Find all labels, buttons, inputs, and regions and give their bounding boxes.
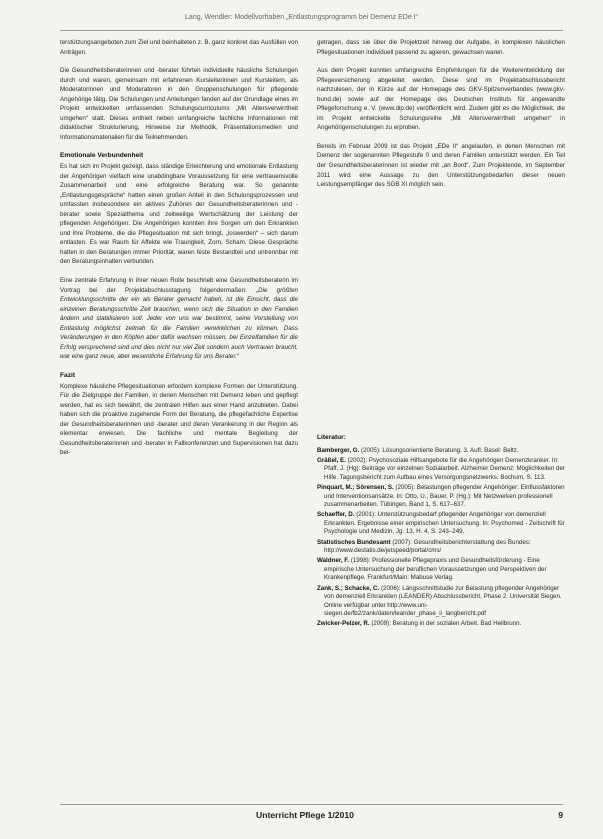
literature-reference: (2005): Lösungsorientierte Beratung. 3. Aufl. Basel: Beltz. xyxy=(359,446,519,454)
literature-author: Zwicker-Pelzer, R. xyxy=(317,620,370,628)
literature-item xyxy=(317,557,565,583)
right-column xyxy=(317,38,565,199)
literature-author: Waldner, F. xyxy=(317,557,350,565)
paragraph: getragen, dass sie über die Projektzeit hinweg der Aufgabe, in komplexen häuslichen Pflegesituationen individuell passend zu agieren, gewachsen waren. xyxy=(317,39,565,56)
literature-list xyxy=(317,447,565,629)
literature-section xyxy=(317,434,565,630)
literature-item xyxy=(317,511,565,537)
paragraph: Es hat sich im Projekt gezeigt, dass ständige Erleichterung und emotionale Entlastung der Angehörigen vielfach eine unabdingbare Voraussetzung für eine vertrauensvolle Zusammenarbeit und eine erfolgreiche Beratung war. So genannte „Entlastungsgespräche“ hatten einen großen Anteil in den Schulungsprozessen und umfassten insbesondere ein aktives Zuhören der Gesundheitsberaterinnen und -berater sowie Spezialthema und zeitweilige Wertschätzung der Leistung der pflegenden Angehörigen. Die Angehörigen konnten ihre Sorgen um den Erkrankten und ihre Probleme, die die Pflegesituation mit sich bringt, „loswerden“ – sich darum entlasten. Es war Raum für Affekte wie Traurigkeit, Zorn, Scham. Diese Gespräche hatten in den Beratungen immer Priorität, waren feste Bestandteil und untrennbar mit den Beratungsinhalten verbunden. xyxy=(60,163,298,266)
literature-author: Statistisches Bundesamt xyxy=(317,538,391,546)
section-heading: Emotionale Verbundenheit xyxy=(60,152,144,160)
quote-text: „Die größten Entwicklungsschritte der ein als Berater gemacht haben, ist die Einsicht, dass die einzelnen Beratungsschritte Zeit brauchen, wenn sich die Situation in den Familien ändern und stabilisieren soll. Jeder von uns war bestimmt, seine Vorstellung von Entlastung möglichst zeitnah für die Familien verwirklichen zu können. Dass Veränderungen in den Köpfen aber dafür wachsen müssen, bei Einzelfamilien für die Erfolg versprechend sind und dies nicht nur viel Zeit sondern auch Vertrauen braucht, war eine ganz neue, aber wesentliche Erfahrung für uns Berater.“ xyxy=(60,286,298,361)
running-header: Lang, Wendler: Modellvorhaben „Entlastungsprogramm bei Demenz EDe I“ xyxy=(185,14,418,21)
literature-item xyxy=(317,620,565,629)
left-column xyxy=(60,38,298,467)
journal-title: Unterricht Pflege 1/2010 xyxy=(256,810,354,820)
literature-author: Pinquart, M.; Sörensen, S. xyxy=(317,483,394,491)
page-number: 9 xyxy=(558,810,563,820)
literature-reference: (2002): Psychosoziale Hilfsangebote für die Angehörigen Demenzkranker. In: Pfaff, J. (Hg): Beiträge vor einzelnen Sozialarbeit. Alzheimer Demenz: Möglichkeiten der Hilfe. Tagungsbericht zum Aufbau eines Versorgungsnetzwerks. Bochum, S. 113. xyxy=(324,456,565,481)
literature-item xyxy=(317,585,565,619)
literature-author: Schaeffer, D. xyxy=(317,511,355,519)
literature-reference: (2001): Unterstützungsbedarf pflegender Angehöriger von demenziell Erkrankten. Ergebnisse einer empirischen Untersuchung. In: Psychomed - Zeitschrift für Psychologie und Medizin, Jg. 13, H. 4, S. 243–249. xyxy=(324,511,565,536)
paragraph: Bereits im Februar 2009 ist das Projekt „EDe II“ angelaufen, in denen Menschen mit Demenz der sogenannten Pflegestufe 0 und deren Familien unterstützt werden. Ein Teil der Gesundheitsberaterinnen ist wieder mit „an Bord“. Zum Projektende, im September 2011 wird eine Aussage zu den Unterstützungsbedarfen dieser neuen Leistungsempfänger des SGB XI möglich sein. xyxy=(317,142,565,189)
header-divider xyxy=(60,30,563,31)
literature-item xyxy=(317,457,565,483)
section-heading: Fazit xyxy=(60,371,76,379)
literature-author: Bamberger, G. xyxy=(317,446,360,454)
quote-paragraph xyxy=(60,276,298,362)
paragraph-text: Eine zentrale Erfahrung in ihrer neuen Rolle beschrieb eine Gesundheitsberaterin im Vortrag bei der Projektabschlusstagung folgendermaßen: xyxy=(60,277,298,294)
literature-author: Gräßel, E. xyxy=(317,456,346,464)
literature-item xyxy=(317,447,565,456)
paragraph: Aus dem Projekt konnten umfangreiche Empfehlungen für die Weiterentwicklung der Pflegeversicherung abgeleitet werden. Diese sind im Projektabschlussbericht nachzulesen, der in Kürze auf der Homepage des GKV-Spitzenverbandes (www.gkv-bund.de) sowie auf der Homepage des Deutschen Instituts für angewandte Pflegeforschung e. V. (www.dip.de) veröffentlicht wird. Zudem gibt es die Möglichkeit, die im Projekt entwickelte Schulungsreihe „Mit Altersverwirrtheit umgehen“ in Angehörigenschulungen zu erproben. xyxy=(317,67,565,132)
paragraph: Komplexe häusliche Pflegesituationen erfordern komplexe Formen der Unterstützung. Für die Zielgruppe der Familien, in denen Menschen mit Demenz leben und gepflegt werden, hat es sich bewährt, die zentralen Hilfen aus einer Hand anzubieten. Dabei haben sich die proaktive zugehende Form der Beratung, die pflegefachliche Expertise der Gesundheitsberaterinnen und -berater und deren Verankerung in der Region als elementar erwiesen. Die fachliche und mentale Begleitung der Gesundheitsberaterinnen und -berater in Fallkonferenzen und Supervisionen hat dazu bei- xyxy=(60,382,298,457)
literature-reference: (1998): Professionelle Pflegepraxis und Gesundheitsförderung - Eine empirische Untersuchung der beruflichen Voraussetzungen und Perspektiven der Krankenpflege. Frankfurt/Main: Mabuse Verlag. xyxy=(324,557,547,582)
literature-reference: (2005): Belastungen pflegender Angehöriger: Einflussfaktoren und Interventionsansätze. In: Otto, U.; Bauer, P. (Hg.): Mit Netzwerken professionell zusammenarbeiten. Tübingen, Band 1, S. 617–637. xyxy=(324,483,565,509)
page-footer xyxy=(60,810,563,824)
literature-item xyxy=(317,539,565,556)
literature-reference: (2007): Gesundheitsberichterstattung des Bundes: http://www.destatis.de/jetspeed/portal/cms/ xyxy=(324,538,531,555)
literature-title: Literatur: xyxy=(317,434,346,441)
paragraph: Die Gesundheitsberaterinnen und -berater führten individuelle häusliche Schulungen durch und waren, gemeinsam mit erfahrenen Kursleiterinnen und Kursleitern, als Moderatorinnen und Moderatoren in den Gruppenschulungen für pflegende Angehörige tätig. Die Schulungen und Anleitungen fanden auf der Grundlage eines im Projekt entwickelten umfassenden Schulungscurriculums „Mit Altersverwirrtheit umgehen“ statt. Dieses enthielt neben umfangreiche fachliche Informationen mit didaktischer Strukturierung, Hinweise zur Methodik, Präsentationsmedien und Informationsmaterialien für die Teilnehmenden. xyxy=(60,67,298,141)
literature-reference: (2006): Längsschnittstudie zur Belastung pflegender Angehöriger von demenziell Erkrankten (LEANDER) Abschlussbericht, Phase 2. Universität Siegen. Online verfügbar unter http://www.uni-siegen.de/fb2/zank/daten/leander_phase_ii_langbericht.pdf xyxy=(324,584,562,618)
literature-reference: (2009): Beratung in der sozialen Arbeit. Bad Heilbrunn. xyxy=(369,620,522,628)
literature-author: Zank, S.; Schacke, C. xyxy=(317,584,380,592)
literature-item xyxy=(317,484,565,510)
paragraph: terstützungsangeboten zum Ziel und beinhalteten z. B. ganz konkret das Ausfüllen von Anträgen. xyxy=(60,39,298,56)
footer-divider xyxy=(60,804,563,805)
